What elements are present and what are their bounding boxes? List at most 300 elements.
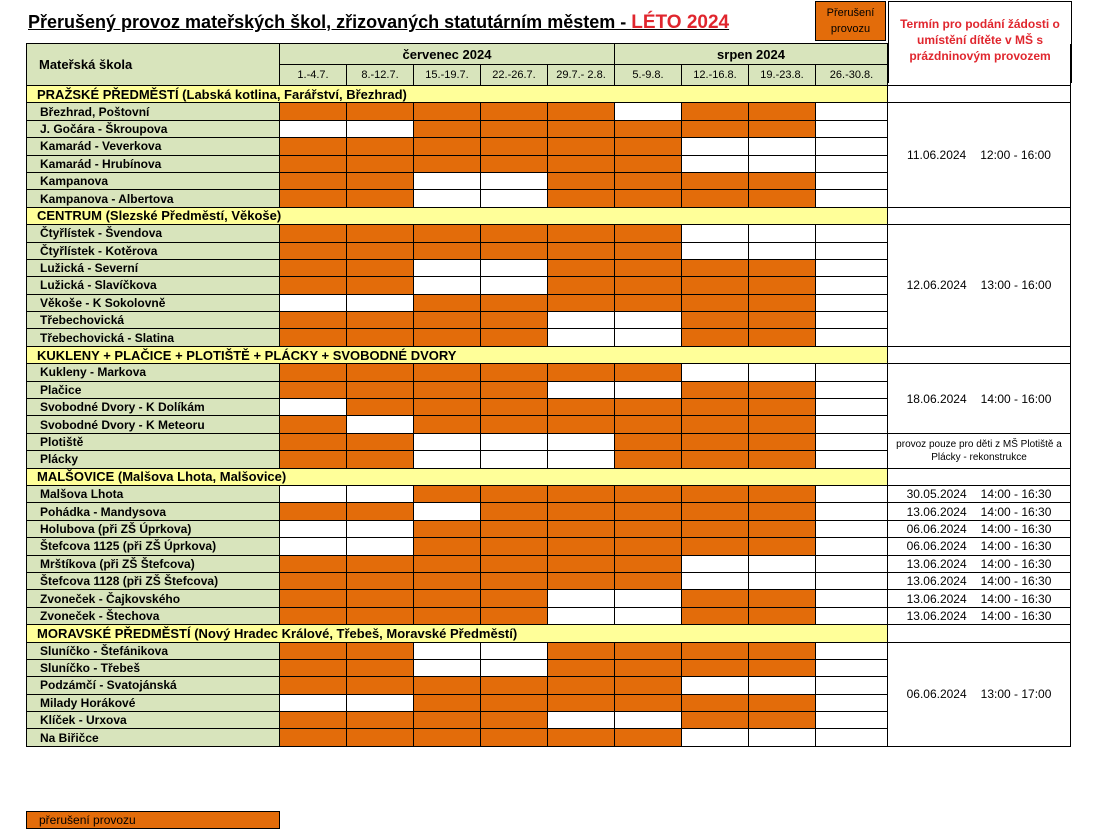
school-name: Lužická - Severní: [27, 259, 280, 276]
closed-cell: [481, 364, 548, 381]
closed-cell: [749, 120, 816, 137]
closed-cell: [347, 190, 414, 207]
open-cell: [548, 607, 615, 624]
closed-cell: [548, 294, 615, 311]
closed-cell: [749, 520, 816, 537]
deadline-time: 14:00 - 16:30: [980, 504, 1052, 519]
closed-cell: [615, 242, 682, 259]
closed-cell: [347, 312, 414, 329]
open-cell: [548, 312, 615, 329]
closed-cell: [682, 277, 749, 294]
open-cell: [548, 712, 615, 729]
closed-cell: [749, 433, 816, 450]
week-header: 12.-16.8.: [682, 65, 749, 86]
deadline-header: Termín pro podání žádosti o umístění dítěte v MŠ s prázdninovým provozem: [888, 1, 1072, 83]
closed-cell: [347, 103, 414, 120]
closed-cell: [615, 555, 682, 572]
closed-cell: [481, 155, 548, 172]
table-row: [27, 225, 1071, 242]
closed-cell: [548, 659, 615, 676]
open-cell: [615, 607, 682, 624]
closed-cell: [749, 416, 816, 433]
school-name: Kamarád - Veverkova: [27, 138, 280, 155]
open-cell: [816, 642, 888, 659]
closed-cell: [347, 172, 414, 189]
school-name: Třebechovická: [27, 312, 280, 329]
closed-cell: [347, 555, 414, 572]
table-row: [27, 485, 1071, 502]
deadline-cell: [888, 225, 1071, 347]
deadline-time: 12:00 - 16:00: [980, 148, 1051, 163]
open-cell: [548, 329, 615, 346]
open-cell: [347, 294, 414, 311]
closed-cell: [347, 712, 414, 729]
section-header: CENTRUM (Slezské Předměstí, Věkoše): [27, 207, 888, 224]
closed-cell: [682, 642, 749, 659]
closed-cell: [682, 120, 749, 137]
closed-cell: [682, 294, 749, 311]
closed-cell: [414, 607, 481, 624]
closed-cell: [280, 277, 347, 294]
closed-cell: [548, 138, 615, 155]
open-cell: [414, 172, 481, 189]
closed-cell: [749, 607, 816, 624]
section-header: MALŠOVICE (Malšova Lhota, Malšovice): [27, 468, 888, 485]
closed-cell: [414, 572, 481, 589]
closed-cell: [615, 416, 682, 433]
deadline-cell: [888, 520, 1071, 537]
closed-cell: [749, 277, 816, 294]
open-cell: [816, 190, 888, 207]
deadline-date: 06.06.2024: [906, 521, 967, 536]
open-cell: [548, 590, 615, 607]
section-deadline-spacer: [888, 207, 1071, 224]
school-name: Sluníčko - Třebeš: [27, 659, 280, 676]
closed-cell: [414, 381, 481, 398]
closed-cell: [749, 103, 816, 120]
open-cell: [481, 277, 548, 294]
closed-cell: [749, 329, 816, 346]
closed-cell: [548, 155, 615, 172]
closed-cell: [481, 677, 548, 694]
closed-cell: [414, 103, 481, 120]
closed-cell: [548, 120, 615, 137]
closed-cell: [347, 729, 414, 746]
closed-cell: [682, 538, 749, 555]
closed-cell: [615, 538, 682, 555]
closed-cell: [280, 503, 347, 520]
open-cell: [414, 503, 481, 520]
deadline-date: 12.06.2024: [906, 278, 967, 293]
closed-cell: [280, 190, 347, 207]
school-name: Čtyřlístek - Švendova: [27, 225, 280, 242]
table-row: [27, 538, 1071, 555]
week-header: 15.-19.7.: [414, 65, 481, 86]
closed-cell: [615, 520, 682, 537]
open-cell: [548, 381, 615, 398]
open-cell: [816, 485, 888, 502]
month-header: srpen 2024: [615, 44, 888, 65]
open-cell: [816, 538, 888, 555]
open-cell: [280, 294, 347, 311]
deadline-time: 14:00 - 16:30: [980, 521, 1052, 536]
open-cell: [280, 538, 347, 555]
open-cell: [816, 659, 888, 676]
closed-cell: [481, 381, 548, 398]
closed-cell: [481, 103, 548, 120]
closed-cell: [548, 364, 615, 381]
closed-cell: [414, 485, 481, 502]
deadline-date: 13.06.2024: [906, 556, 967, 571]
closed-cell: [548, 103, 615, 120]
closed-cell: [280, 312, 347, 329]
schedule-table: [26, 43, 1071, 747]
open-cell: [280, 520, 347, 537]
closed-cell: [548, 538, 615, 555]
open-cell: [682, 555, 749, 572]
school-name: Svobodné Dvory - K Dolíkám: [27, 399, 280, 416]
closed-cell: [682, 433, 749, 450]
open-cell: [548, 451, 615, 468]
open-cell: [414, 642, 481, 659]
closed-cell: [414, 329, 481, 346]
deadline-cell: [888, 503, 1071, 520]
open-cell: [682, 729, 749, 746]
open-cell: [682, 242, 749, 259]
closed-cell: [548, 242, 615, 259]
open-cell: [682, 364, 749, 381]
closed-cell: [548, 399, 615, 416]
closed-cell: [347, 329, 414, 346]
open-cell: [414, 659, 481, 676]
deadline-cell: [888, 538, 1071, 555]
open-cell: [749, 677, 816, 694]
closed-cell: [615, 120, 682, 137]
closed-cell: [414, 294, 481, 311]
deadline-date: 13.06.2024: [906, 574, 967, 589]
open-cell: [414, 433, 481, 450]
open-cell: [816, 242, 888, 259]
section-deadline-spacer: [888, 86, 1071, 103]
closed-cell: [481, 294, 548, 311]
table-row: [27, 642, 1071, 659]
closed-cell: [280, 590, 347, 607]
closed-cell: [682, 381, 749, 398]
school-name: Třebechovická - Slatina: [27, 329, 280, 346]
closed-cell: [682, 399, 749, 416]
section-header: KUKLENY + PLAČICE + PLOTIŠTĚ + PLÁCKY + SVOBODNÉ DVORY: [27, 346, 888, 363]
closed-cell: [414, 120, 481, 137]
closed-cell: [615, 503, 682, 520]
closed-cell: [414, 538, 481, 555]
closed-cell: [749, 485, 816, 502]
closed-cell: [682, 485, 749, 502]
deadline-header-spacer: [888, 44, 1071, 86]
section-header: MORAVSKÉ PŘEDMĚSTÍ (Nový Hradec Králové, Třebeš, Moravské Předměstí): [27, 625, 888, 642]
deadline-date: 18.06.2024: [906, 391, 967, 406]
open-cell: [749, 364, 816, 381]
closed-cell: [481, 590, 548, 607]
open-cell: [749, 729, 816, 746]
legend-closure-bottom: přerušení provozu: [26, 811, 280, 829]
open-cell: [414, 190, 481, 207]
closed-cell: [280, 259, 347, 276]
closed-cell: [682, 103, 749, 120]
closed-cell: [347, 659, 414, 676]
section-deadline-spacer: [888, 468, 1071, 485]
table-row: [27, 572, 1071, 589]
open-cell: [816, 451, 888, 468]
closed-cell: [481, 503, 548, 520]
open-cell: [816, 172, 888, 189]
deadline-cell: [888, 590, 1071, 607]
deadline-date: 11.06.2024: [907, 148, 967, 163]
closed-cell: [749, 712, 816, 729]
closed-cell: [548, 572, 615, 589]
closed-cell: [615, 155, 682, 172]
closed-cell: [749, 259, 816, 276]
closed-cell: [548, 520, 615, 537]
deadline-time: 14:00 - 16:30: [980, 608, 1052, 623]
closed-cell: [347, 277, 414, 294]
closed-cell: [548, 172, 615, 189]
section-deadline-spacer: [888, 625, 1071, 642]
week-header: 22.-26.7.: [481, 65, 548, 86]
closed-cell: [682, 329, 749, 346]
closed-cell: [615, 694, 682, 711]
closed-cell: [548, 259, 615, 276]
closed-cell: [548, 503, 615, 520]
deadline-time: 14:00 - 16:30: [980, 556, 1052, 571]
open-cell: [816, 277, 888, 294]
closed-cell: [749, 590, 816, 607]
closed-cell: [280, 433, 347, 450]
table-row: [27, 607, 1071, 624]
table-row: [27, 503, 1071, 520]
open-cell: [615, 103, 682, 120]
school-name: Klíček - Urxova: [27, 712, 280, 729]
school-name: Plácky: [27, 451, 280, 468]
school-name: Zvoneček - Štechova: [27, 607, 280, 624]
closed-cell: [749, 451, 816, 468]
closed-cell: [749, 659, 816, 676]
open-cell: [280, 694, 347, 711]
closed-cell: [548, 677, 615, 694]
open-cell: [816, 103, 888, 120]
open-cell: [615, 381, 682, 398]
open-cell: [280, 399, 347, 416]
open-cell: [816, 364, 888, 381]
school-name: Kampanova - Albertova: [27, 190, 280, 207]
closed-cell: [682, 659, 749, 676]
closed-cell: [615, 451, 682, 468]
closed-cell: [414, 155, 481, 172]
closed-cell: [481, 312, 548, 329]
closed-cell: [481, 572, 548, 589]
table-row: [27, 364, 1071, 381]
open-cell: [615, 590, 682, 607]
school-name: Štefcova 1125 (při ZŠ Úprkova): [27, 538, 280, 555]
closed-cell: [280, 555, 347, 572]
closed-cell: [280, 155, 347, 172]
open-cell: [816, 138, 888, 155]
open-cell: [749, 555, 816, 572]
open-cell: [749, 155, 816, 172]
open-cell: [816, 712, 888, 729]
school-name: Holubova (při ZŠ Úprkova): [27, 520, 280, 537]
closed-cell: [615, 138, 682, 155]
closed-cell: [749, 172, 816, 189]
open-cell: [816, 607, 888, 624]
closed-cell: [615, 729, 682, 746]
open-cell: [481, 659, 548, 676]
closed-cell: [749, 538, 816, 555]
deadline-date: 06.06.2024: [906, 687, 967, 702]
closed-cell: [682, 451, 749, 468]
school-name: Pohádka - Mandysova: [27, 503, 280, 520]
table-row: [27, 103, 1071, 120]
closed-cell: [347, 503, 414, 520]
closed-cell: [414, 242, 481, 259]
open-cell: [481, 190, 548, 207]
closed-cell: [481, 520, 548, 537]
closed-cell: [347, 225, 414, 242]
closed-cell: [347, 607, 414, 624]
closed-cell: [481, 329, 548, 346]
open-cell: [682, 225, 749, 242]
closed-cell: [749, 190, 816, 207]
closed-cell: [481, 555, 548, 572]
school-name: Mrštíkova (při ZŠ Štefcova): [27, 555, 280, 572]
closed-cell: [280, 138, 347, 155]
school-name: Podzámčí - Svatojánská: [27, 677, 280, 694]
open-cell: [749, 225, 816, 242]
closed-cell: [615, 572, 682, 589]
open-cell: [414, 451, 481, 468]
table-row: [27, 590, 1071, 607]
open-cell: [749, 138, 816, 155]
school-name: Čtyřlístek - Kotěrova: [27, 242, 280, 259]
closed-cell: [414, 590, 481, 607]
open-cell: [816, 555, 888, 572]
open-cell: [749, 572, 816, 589]
open-cell: [816, 329, 888, 346]
closed-cell: [280, 712, 347, 729]
closed-cell: [682, 520, 749, 537]
closed-cell: [615, 659, 682, 676]
closed-cell: [414, 694, 481, 711]
open-cell: [414, 259, 481, 276]
closed-cell: [347, 433, 414, 450]
closed-cell: [682, 712, 749, 729]
closed-cell: [347, 381, 414, 398]
school-name: Plotiště: [27, 433, 280, 450]
open-cell: [816, 520, 888, 537]
open-cell: [414, 277, 481, 294]
school-name: Kukleny - Markova: [27, 364, 280, 381]
deadline-date: 06.06.2024: [906, 539, 967, 554]
deadline-cell: [888, 555, 1071, 572]
school-name: Svobodné Dvory - K Meteoru: [27, 416, 280, 433]
closed-cell: [280, 329, 347, 346]
closed-cell: [548, 416, 615, 433]
school-name: Kamarád - Hrubínova: [27, 155, 280, 172]
open-cell: [615, 312, 682, 329]
closed-cell: [347, 242, 414, 259]
closed-cell: [280, 381, 347, 398]
open-cell: [481, 259, 548, 276]
closed-cell: [280, 451, 347, 468]
closed-cell: [347, 155, 414, 172]
closed-cell: [280, 572, 347, 589]
closed-cell: [682, 416, 749, 433]
title-text: Přerušený provoz mateřských škol, zřizovaných statutárním městem -: [28, 12, 632, 32]
closed-cell: [481, 729, 548, 746]
closed-cell: [481, 225, 548, 242]
closed-cell: [749, 399, 816, 416]
open-cell: [548, 433, 615, 450]
open-cell: [280, 120, 347, 137]
closed-cell: [347, 399, 414, 416]
school-column-header: Mateřská škola: [27, 44, 280, 86]
closed-cell: [615, 677, 682, 694]
open-cell: [816, 294, 888, 311]
school-name: Zvoneček - Čajkovského: [27, 590, 280, 607]
open-cell: [615, 712, 682, 729]
closed-cell: [615, 259, 682, 276]
school-name: Věkoše - K Sokolovně: [27, 294, 280, 311]
school-name: Malšova Lhota: [27, 485, 280, 502]
closed-cell: [414, 312, 481, 329]
school-name: Milady Horákové: [27, 694, 280, 711]
closed-cell: [347, 642, 414, 659]
closed-cell: [280, 416, 347, 433]
closed-cell: [615, 433, 682, 450]
open-cell: [816, 259, 888, 276]
deadline-cell: [888, 103, 1071, 207]
closed-cell: [481, 712, 548, 729]
deadline-date: 13.06.2024: [906, 504, 967, 519]
closed-cell: [414, 138, 481, 155]
open-cell: [347, 538, 414, 555]
table-row: [27, 520, 1071, 537]
closed-cell: [481, 120, 548, 137]
closed-cell: [548, 729, 615, 746]
closed-cell: [414, 520, 481, 537]
open-cell: [682, 155, 749, 172]
closed-cell: [280, 659, 347, 676]
open-cell: [816, 155, 888, 172]
table-row: [27, 555, 1071, 572]
open-cell: [615, 329, 682, 346]
school-name: J. Gočára - Škroupova: [27, 120, 280, 137]
closed-cell: [548, 694, 615, 711]
week-header: 1.-4.7.: [280, 65, 347, 86]
closed-cell: [615, 399, 682, 416]
open-cell: [280, 485, 347, 502]
closed-cell: [481, 538, 548, 555]
closed-cell: [615, 485, 682, 502]
week-header: 5.-9.8.: [615, 65, 682, 86]
open-cell: [816, 416, 888, 433]
deadline-time: 14:00 - 16:30: [980, 591, 1052, 606]
month-header: červenec 2024: [280, 44, 615, 65]
closed-cell: [682, 259, 749, 276]
school-name: Kampanova: [27, 172, 280, 189]
closed-cell: [682, 590, 749, 607]
closed-cell: [548, 485, 615, 502]
deadline-cell: [888, 364, 1071, 434]
